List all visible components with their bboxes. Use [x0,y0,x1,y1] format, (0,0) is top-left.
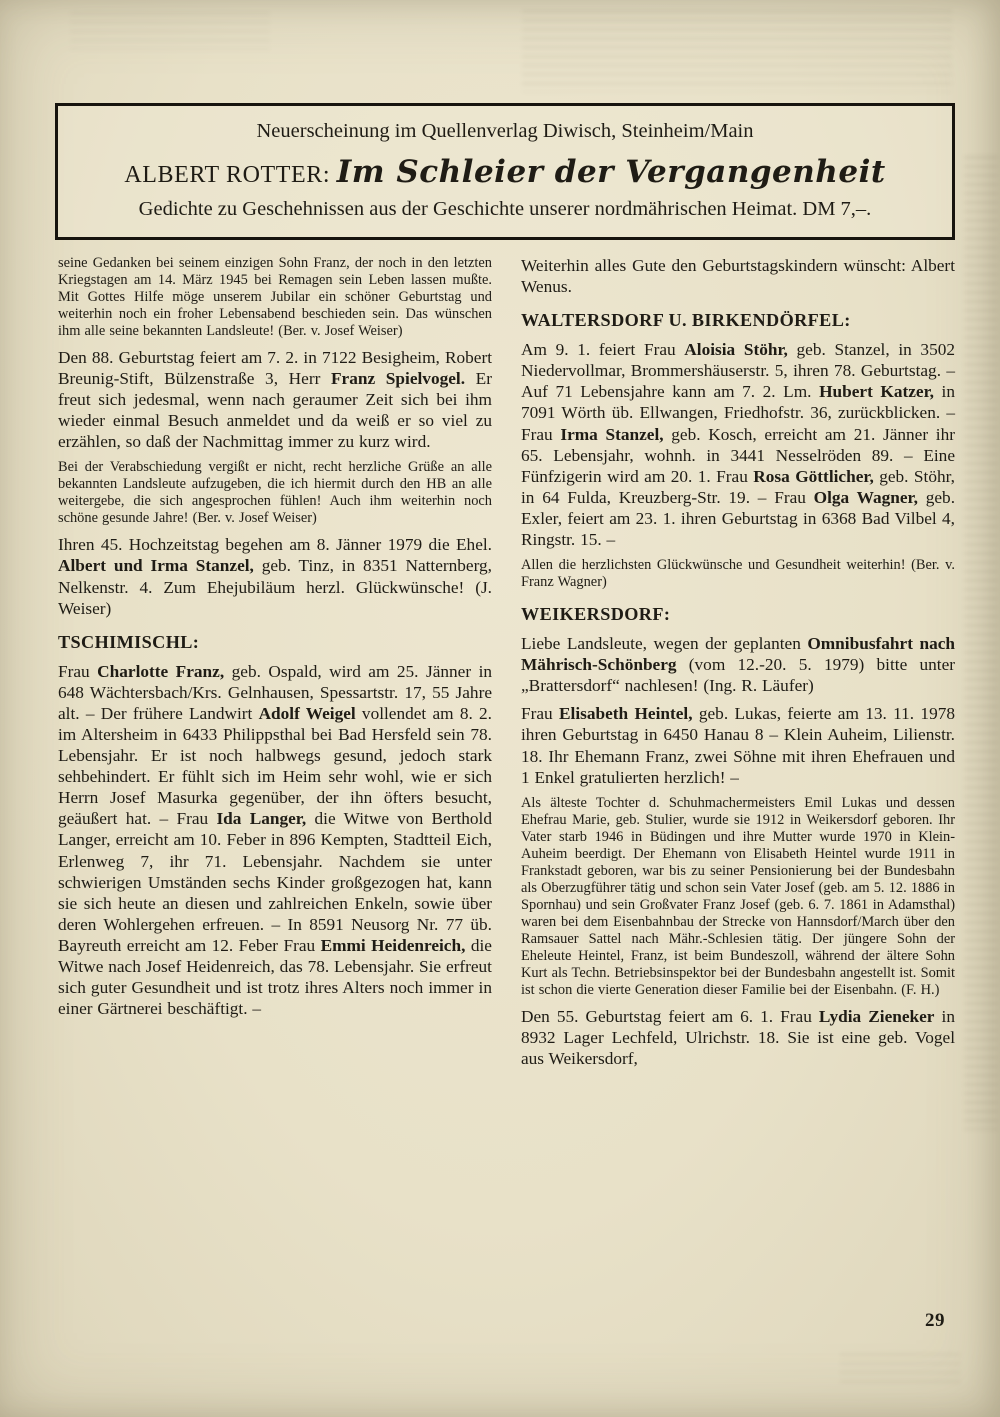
announcement-description-line: Gedichte zu Geschehnissen aus der Geschichte unserer nordmährischen Heimat. DM 7,–. [138,197,872,220]
text-run: geb. Exler, feiert am 23. 1. ihren Geburtstag in 6368 Bad Vilbel 4, Ringstr. 15. – [521,487,956,550]
text-run: geb. Tinz, in 8351 Natternberg, Nelkenstr. 4. Zum Ehejubiläum herzl. Glückwünsche! (J. Weiser) [58,556,492,618]
book-announcement-box [55,103,955,240]
highlighted-name: Lydia Zieneker [818,1006,935,1026]
text-run: geb. Stanzel, in 3502 Niedervollmar, Brommershäuserstr. 5, ihren 78. Geburtstag. – Auf 71 Lebensjahre kann am 7. 2. Lm. [521,340,955,402]
text-run: seine Gedanken bei seinem einzigen Sohn Franz, der noch in den letzten Kriegstagen am 14. März 1945 bei Remagen sein Leben lassen mußte. Mit Gottes Hilfe möge unserem Jubilar ein schöner Geburtstag und weiterhin noch ein froher Lebensabend beschieden sein. Das wünschen ihm alle seine bekannten Landsleute! (Ber. v. Josef Weiser) [58,255,492,339]
bleed-through-artifact [70,6,270,50]
text-run: Liebe Landsleute, wegen der geplanten [521,634,808,654]
highlighted-name: Emmi Heidenreich, [320,935,466,955]
text-run: die Witwe von Berthold Langer, erreicht am 10. Feber in 896 Kempten, Stadtteil Eich, Erlenweg 7, ihr 71. Lebensjahr. Nachdem sie unter schwierigen Umständen sechs Kinder großgezogen hat, kann sie sich heute an diesen und zahlreichen Enkeln, sowie über deren Wohlergehen erfreuen. – In 8591 Neusorg Nr. 77 üb. Bayreuth erreicht am 12. Feber Frau [58,809,492,955]
paragraph [58,661,492,1020]
highlighted-name: Elisabeth Heintel, [559,704,693,724]
text-run: die Witwe nach Josef Heidenreich, das 78. Lebensjahr. Sie erfreut sich guter Gesundheit und ist trotz ihres Alters noch immer in einer Gärtnerei beschäftigt. – [58,935,492,1019]
text-run: Allen die herzlichsten Glückwünsche und Gesundheit weiterhin! (Ber. v. Franz Wagner) [521,557,955,591]
bleed-through-artifact [522,4,952,92]
highlighted-name: Ida Langer, [216,809,307,829]
announcement-publisher-line: Neuerscheinung im Quellenverlag Diwisch, Steinheim/Main [256,120,754,142]
bleed-through-artifact [964,150,998,1130]
text-run: Frau [521,704,559,724]
book-author: ALBERT ROTTER: [124,161,337,188]
text-run: Am 9. 1. feiert Frau [521,340,685,360]
highlighted-name: Hubert Katzer, [819,382,934,402]
announcement-title-line [80,154,930,190]
text-run: Weiterhin alles Gute den Geburtstagskindern wünscht: Albert Wenus. [521,256,955,297]
text-run: Frau [58,661,98,681]
text-run: Als älteste Tochter d. Schuhmachermeisters Emil Lukas und dessen Ehefrau Marie, geb. Stulier, wurde sie 1912 in Weikersdorf geboren. Ihr Vater starb 1946 in Büdingen und ihre Mutter wurde 1970 in Klein-Auheim beerdigt. Der Ehemann von Elisabeth Heintel wurde 1911 in Frankstadt geboren, war bis zu seiner Pensionierung bei der Bundesbahn als Oberzugführer tätig und schon sein Vater Josef (geb. am 5. 12. 1886 in Spornhau) und sein Großvater Franz Josef (geb. 6. 7. 1861 in Adamsthal) waren bei dem Eisenbahnbau der Strecke von Hannsdorf/March über den Ramsauer Sattel nach Mähr.-Schlesien tätig. Der jüngere Sohn der Eheleute Heintel, Franz, ist beim Bundeszoll, während der ältere Sohn Kurt als Techn. Betriebsinspektor bei der Bundesbahn angestellt ist. Somit ist schon die vierte Generation dieser Familie bei der Eisenbahn. (F. H.) [521,794,955,998]
text-run: Bei der Verabschiedung vergißt er nicht, recht herzliche Grüße an alle bekannten Landsleute aufzugeben, die ich hiermit durch den HB an alle weitergebe, die sich angesprochen fühlen! Auch ihm weiterhin noch schöne gesunde Jahre! (Ber. v. Josef Weiser) [58,459,492,527]
highlighted-name: Olga Wagner, [813,487,918,507]
highlighted-name: Omnibusfahrt nach Mährisch-Schönberg [521,634,956,675]
text-run: geb. Lukas, feierte am 13. 11. 1978 ihren Geburtstag in 6450 Hanau 8 – Klein Auheim, Lilienstr. 18. Ihr Ehemann Franz, zwei Söhne mit ihren Ehefrauen und 1 Enkel gratulierten herzlich! – [521,704,955,787]
paragraph [58,459,492,527]
text-run: geb. Stöhr, in 64 Fulda, Kreuzberg-Str. 19. – Frau [521,466,956,507]
paragraph [521,255,955,297]
text-run: vollendet am 8. 2. im Altersheim in 6433 Philippsthal bei Bad Hersfeld sein 78. Lebensjahr. Er ist noch halbwegs gesund, jedoch stark sehbehindert. Er fühlt sich im Heim sehr wohl, wie er sich Herrn Josef Masurka gegenüber, der ihn öfters besucht, geäußert hat. – Frau [58,703,492,829]
section-heading: WALTERSDORF U. BIRKENDÖRFEL: [521,310,851,331]
column-left [58,255,492,1076]
text-run: Ihren 45. Hochzeitstag begehen am 8. Jänner 1979 die Ehel. [58,535,492,555]
highlighted-name: Charlotte Franz, [97,661,225,681]
text-run: Den 88. Geburtstag feiert am 7. 2. in 7122 Besigheim, Robert Breunig-Stift, Bülzenstraße 3, Herr [58,347,492,389]
highlighted-name: Albert und Irma Stanzel, [58,556,254,576]
content-columns [58,255,955,1076]
bleed-through-artifact [840,1347,960,1387]
column-right [521,255,955,1076]
text-run: geb. Kosch, erreicht am 21. Jänner ihr 65. Lebensjahr, wohnh. in 3441 Nesselröden 89. – Eine Fünfzigerin wird am 20. 1. Frau [521,424,955,486]
highlighted-name: Rosa Göttlicher, [753,466,874,486]
text-run: Er freut sich jedesmal, wenn nach geraumer Zeit sich bei ihm wieder einmal Besuch anmeldet und da weiß er so viel zu erzählen, so daß der Nachmittag immer zu kurz wird. [58,369,492,452]
paragraph [521,795,955,999]
highlighted-name: Irma Stanzel, [560,424,664,444]
paragraph [58,347,492,452]
paragraph [521,703,955,787]
highlighted-name: Adolf Weigel [258,703,356,723]
section-heading: TSCHIMISCHL: [58,631,200,652]
text-run: Den 55. Geburtstag feiert am 6. 1. Frau [521,1006,819,1026]
paragraph [521,557,955,591]
paragraph [521,633,955,696]
text-run: in 8932 Lager Lechfeld, Ulrichstr. 18. Sie ist eine geb. Vogel aus Weikersdorf, [521,1006,955,1068]
paragraph [58,534,492,618]
paragraph [58,255,492,340]
highlighted-name: Aloisia Stöhr, [684,340,788,360]
paragraph [521,1006,955,1069]
page-number: 29 [925,1310,945,1331]
book-title: Im Schleier der Vergangenheit [336,153,886,190]
section-heading: WEIKERSDORF: [521,604,671,625]
text-run: in 7091 Wörth üb. Ellwangen, Friedhofstr. 36, zurückblicken. – Frau [521,382,955,444]
paragraph [521,339,955,550]
highlighted-name: Franz Spielvogel. [331,369,466,389]
text-run: (vom 12.-20. 5. 1979) bitte unter „Brattersdorf“ nachlesen! (Ing. R. Läufer) [521,655,955,696]
text-run: geb. Ospald, wird am 25. Jänner in 648 Wächtersbach/Krs. Gelnhausen, Spessartstr. 17, 55 Jahre alt. – Der frühere Landwirt [58,661,493,723]
